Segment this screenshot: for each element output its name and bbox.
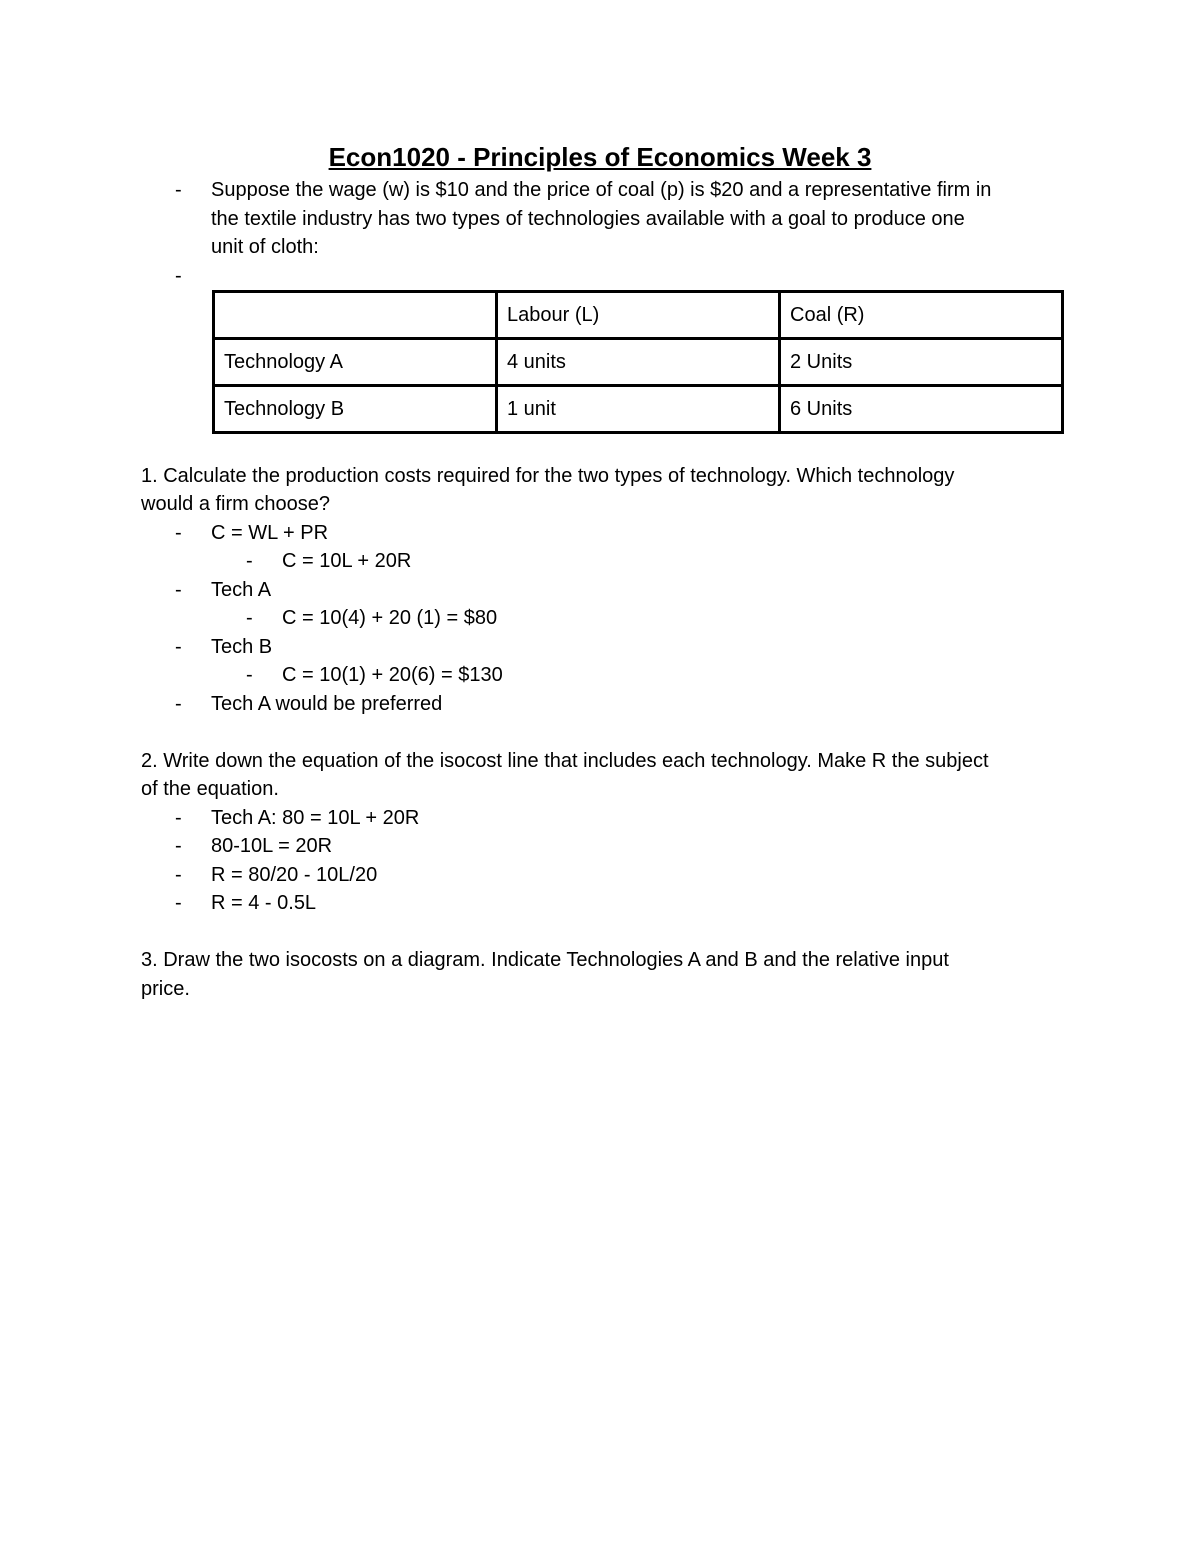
answer-item: Tech A would be preferred [211, 693, 443, 715]
answer-item: R = 80/20 - 10L/20 [211, 864, 378, 886]
bullet-dash: - [175, 864, 182, 886]
bullet-dash: - [175, 636, 182, 658]
question-3-line-2: price. [141, 978, 190, 1000]
table-cell: 1 unit [497, 386, 780, 433]
answer-item: 80-10L = 20R [211, 835, 333, 857]
table-row [214, 386, 1063, 433]
table-header-cell: Coal (R) [780, 292, 1063, 339]
answer-item: C = 10(1) + 20(6) = $130 [282, 664, 503, 686]
bullet-dash: - [175, 179, 182, 201]
bullet-dash: - [175, 265, 182, 287]
bullet-dash: - [175, 579, 182, 601]
question-1-line-1: 1. Calculate the production costs required for the two types of technology. Which technology [141, 465, 955, 487]
table-row [214, 339, 1063, 386]
question-2-line-1: 2. Write down the equation of the isocost line that includes each technology. Make R the subject [141, 750, 989, 772]
bullet-dash: - [175, 522, 182, 544]
table-cell: 4 units [497, 339, 780, 386]
table-cell: 6 Units [780, 386, 1063, 433]
question-2-line-2: of the equation. [141, 778, 279, 800]
answer-item: C = 10L + 20R [282, 550, 412, 572]
question-3-line-1: 3. Draw the two isocosts on a diagram. Indicate Technologies A and B and the relative input [141, 949, 949, 971]
bullet-dash: - [175, 693, 182, 715]
bullet-dash: - [175, 835, 182, 857]
bullet-dash: - [175, 892, 182, 914]
answer-item: Tech A: 80 = 10L + 20R [211, 807, 420, 829]
bullet-dash: - [246, 607, 253, 629]
answer-item: Tech A [211, 579, 272, 601]
table-header-row [214, 292, 1063, 339]
table-cell: Technology B [214, 386, 497, 433]
answer-item: C = 10(4) + 20 (1) = $80 [282, 607, 498, 629]
bullet-dash: - [246, 664, 253, 686]
bullet-dash: - [175, 807, 182, 829]
intro-line-2: the textile industry has two types of technologies available with a goal to produce one [211, 208, 965, 230]
table-cell: 2 Units [780, 339, 1063, 386]
technology-table [212, 290, 1064, 434]
document-title: Econ1020 - Principles of Economics Week 3 [328, 142, 872, 172]
intro-line-1: Suppose the wage (w) is $10 and the price of coal (p) is $20 and a representative firm in [211, 179, 992, 201]
table-cell: Technology A [214, 339, 497, 386]
answer-item: Tech B [211, 636, 273, 658]
answer-item: C = WL + PR [211, 522, 329, 544]
table-header-cell: Labour (L) [497, 292, 780, 339]
answer-item: R = 4 - 0.5L [211, 892, 317, 914]
bullet-dash: - [246, 550, 253, 572]
table-header-cell [214, 292, 497, 339]
intro-line-3: unit of cloth: [211, 236, 319, 258]
question-1-line-2: would a firm choose? [141, 493, 330, 515]
